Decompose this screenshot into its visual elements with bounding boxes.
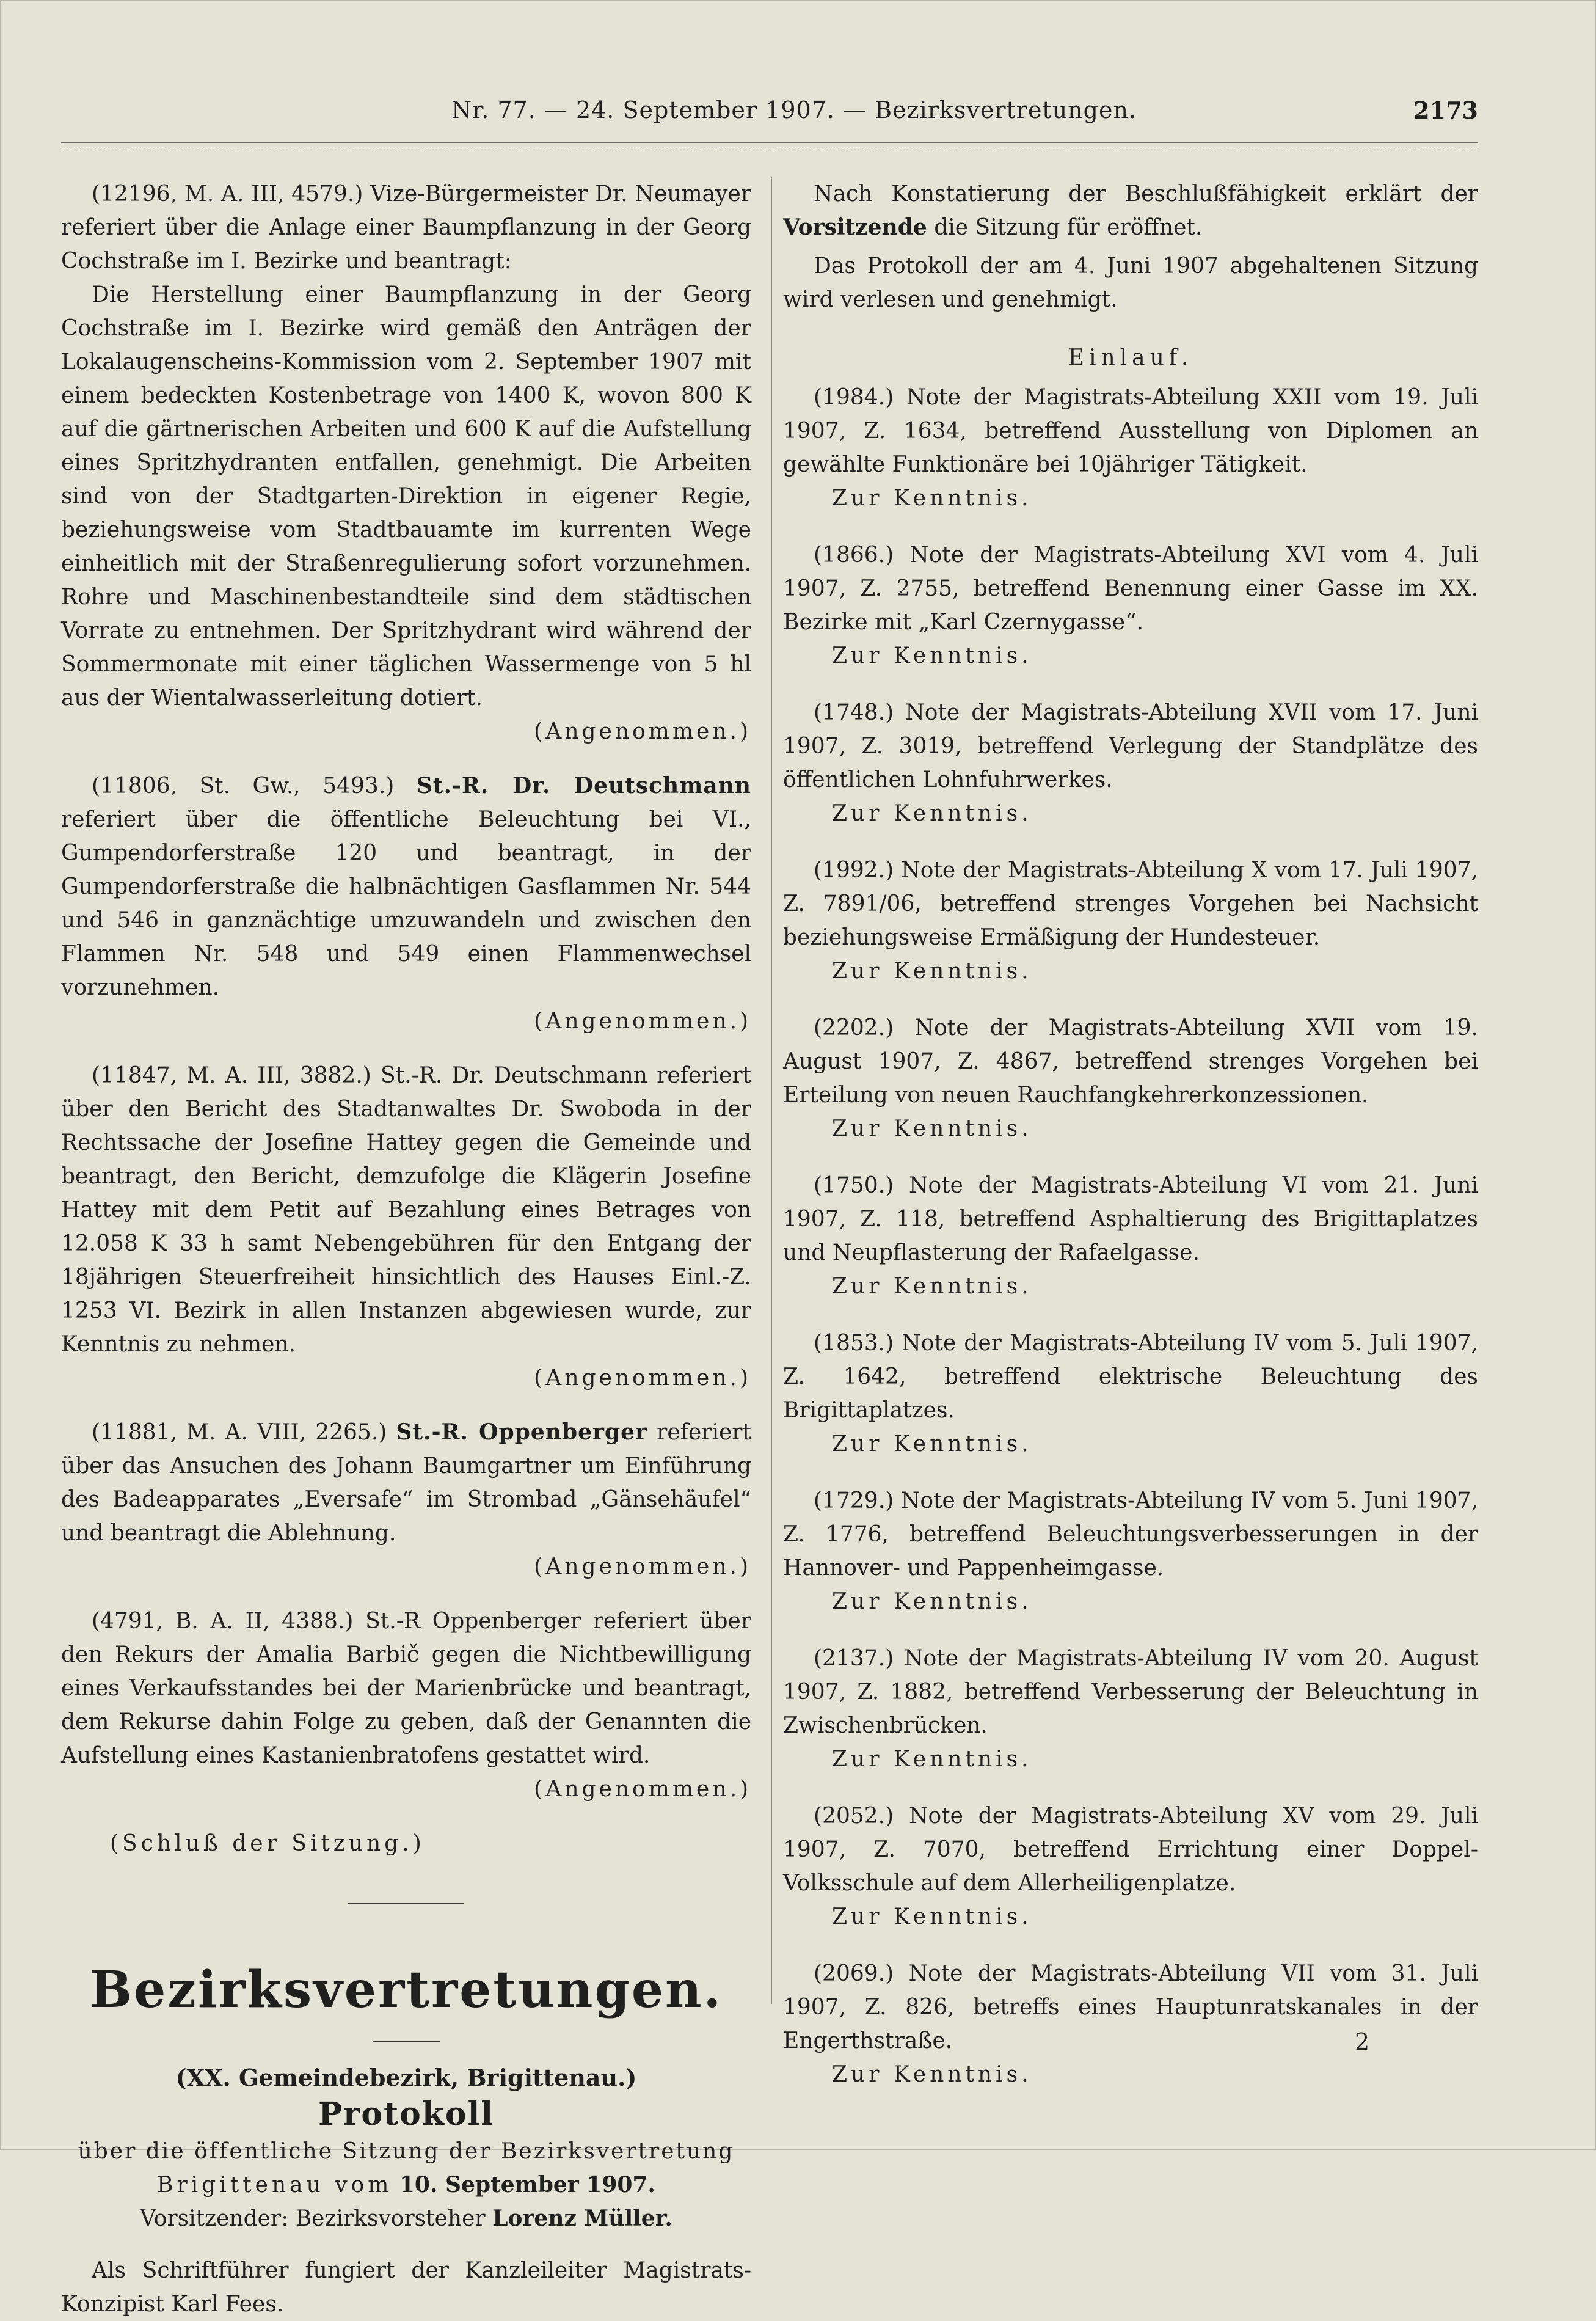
list-item [783,1957,1478,2091]
entry-body: Die Herstellung einer Baumpflanzung in der Georg Cochstraße im I. Bezirke wird gemäß den Anträgen der Lokalaugenscheins-Kommission vom 2. September 1907 mit einem bedeckten Kostenbetrage von 1400 K, wovon 800 K auf die gärtnerischen Arbeiten und 600 K auf die Aufstellung eines Spritzhydranten entfallen, genehmigt. Die Arbeiten sind von der Stadtgarten-Direktion in eigener Regie, beziehungsweise vom Stadtbauamte im kurrenten Wege einheitlich mit der Straßenregulierung sofort vorzunehmen. Rohre und Maschinenbestandteile sind dem städtischen Vorrate zu entnehmen. Der Spritzhydrant wird während der Sommermonate mit einer täglichen Wassermenge von 5 hl aus der Wientalwasserleitung dotiert. [61,282,751,711]
section-rule [348,1903,464,1904]
entry-text: referiert über das Ansuchen des Johann Baumgartner um Einführung des Badeapparates „Eversafe“ im Strombad „Gänsehäufel“ und beantragt die Ablehnung. [61,1420,751,1546]
speaker-name: St.-R. Dr. Deutschmann [416,773,751,799]
item-text: (2052.) Note der Magistrats-Abteilung XV vom 29. Juli 1907, Z. 7070, betreffend Errichtung einer Doppel-Volksschule auf dem Allerheiligenplatze. [783,1804,1478,1896]
item-decision: Zur Kenntnis. [832,1904,1032,1929]
session-line-2 [61,2168,751,2202]
header-rule [61,142,1478,147]
session-date: 10. September 1907. [399,2172,656,2198]
entry-11847 [61,1059,751,1395]
item-text: (1984.) Note der Magistrats-Abteilung XXII vom 19. Juli 1907, Z. 1634, betreffend Ausstellung von Diplomen an gewählte Funktionäre bei 10jähriger Tätigkeit. [783,385,1478,477]
opening-bold: Vorsitzende [783,214,927,240]
item-text: (1748.) Note der Magistrats-Abteilung XVII vom 17. Juni 1907, Z. 3019, betreffend Verlegung der Standplätze des öffentlichen Lohnfuhrwerkes. [783,700,1478,792]
running-title: Nr. 77. — 24. September 1907. — Bezirksvertretungen. [451,97,1137,123]
entry-text: (12196, M. A. III, 4579.) Vize-Bürgermeister Dr. Neumayer referiert über die Anlage einer Baumpflanzung in der Georg Cochstraße im I. Bezirke und beantragt: [61,181,751,274]
session-line-1: über die öffentliche Sitzung der Bezirksvertretung [78,2139,735,2164]
left-column [61,177,751,2321]
entry-text: (11847, M. A. III, 3882.) St.-R. Dr. Deutschmann referiert über den Bericht des Stadtanwaltes Dr. Swoboda in der Rechtssache der Josefine Hattey gegen die Gemeinde und beantragt, den Bericht, demzufolge die Klägerin Josefine Hattey mit dem Petit auf Bezahlung eines Betrages von 12.058 K 33 h samt Nebengebühren für den Entgang der 18jährigen Steuerfreiheit hinsichtlich des Hauses Einl.-Z. 1253 VI. Bezirk in allen Instanzen abgewiesen wurde, zur Kenntnis zu nehmen. [61,1063,751,1357]
list-item [783,1011,1478,1146]
item-decision: Zur Kenntnis. [832,959,1032,984]
item-text: (1866.) Note der Magistrats-Abteilung XVI vom 4. Juli 1907, Z. 2755, betreffend Benennung einer Gasse im XX. Bezirke mit „Karl Czernygasse“. [783,543,1478,635]
item-text: (1992.) Note der Magistrats-Abteilung X vom 17. Juli 1907, Z. 7891/06, betreffend strenges Vorgehen bei Nachsicht beziehungsweise Ermäßigung der Hundesteuer. [783,858,1478,950]
item-text: (2069.) Note der Magistrats-Abteilung VII vom 31. Juli 1907, Z. 826, betreffs eines Hauptunratskanales in der Engerthstraße. [783,1961,1478,2053]
entry-result: (Angenommen.) [534,1554,751,1579]
chair-label: Vorsitzender: Bezirksvorsteher [140,2206,486,2231]
item-text: (1853.) Note der Magistrats-Abteilung IV vom 5. Juli 1907, Z. 1642, betreffend elektrische Beleuchtung des Brigittaplatzes. [783,1331,1478,1423]
minutes-statement: Das Protokoll der am 4. Juni 1907 abgehaltenen Sitzung wird verlesen und genehmigt. [783,254,1478,312]
einlauf-list [783,381,1478,2091]
item-decision: Zur Kenntnis. [832,2062,1032,2087]
session-closing: (Schluß der Sitzung.) [110,1831,425,1856]
entry-prefix: (11806, St. Gw., 5493.) [92,773,395,799]
entry-12196 [61,177,751,748]
list-item [783,1326,1478,1461]
entry-result: (Angenommen.) [534,719,751,744]
session-place: Brigittenau vom [156,2173,393,2198]
item-decision: Zur Kenntnis. [832,1274,1032,1299]
right-column [783,177,1478,2114]
entry-11806 [61,769,751,1038]
page-header [61,97,1478,139]
entry-result: (Angenommen.) [534,1777,751,1802]
list-item [783,1799,1478,1934]
chair-name: Lorenz Müller. [492,2206,672,2231]
entry-text: (4791, B. A. II, 4388.) St.-R Oppenberger referiert über den Rekurs der Amalia Barbič gegen die Nichtbewilligung eines Verkaufsstandes bei der Marienbrücke und beantragt, dem Rekurse dahin Folge zu geben, daß der Genannten die Aufstellung eines Kastanienbratofens gestattet wird. [61,1609,751,1768]
chair-line [61,2202,751,2235]
list-item [783,538,1478,673]
speaker-name: St.-R. Oppenberger [396,1419,648,1445]
entry-text: referiert über die öffentliche Beleuchtung bei VI., Gumpendorferstraße 120 und beantragt, in der Gumpendorferstraße die halbnächtigen Gasflammen Nr. 544 und 546 in ganznächtige umzuwandeln und zwischen den Flammen Nr. 548 und 549 einen Flammenwechsel vorzunehmen. [61,807,751,1000]
item-decision: Zur Kenntnis. [832,643,1032,668]
section-title: Bezirksvertretungen. [89,1961,723,2019]
item-decision: Zur Kenntnis. [832,486,1032,511]
item-decision: Zur Kenntnis. [832,1747,1032,1772]
entry-11881 [61,1416,751,1584]
opening-text-a: Nach Konstatierung der Beschlußfähigkeit erklärt der [814,181,1478,207]
district-heading: (XX. Gemeindebezirk, Brigittenau.) [175,2064,637,2091]
opening-statement [783,177,1478,244]
item-text: (1750.) Note der Magistrats-Abteilung VI vom 21. Juni 1907, Z. 118, betreffend Asphaltierung des Brigittaplatzes und Neupflasterung der Rafaelgasse. [783,1173,1478,1265]
item-decision: Zur Kenntnis. [832,801,1032,826]
list-item [783,1484,1478,1618]
opening-text-b: die Sitzung für eröffnet. [934,215,1203,240]
list-item [783,696,1478,830]
entry-result: (Angenommen.) [534,1365,751,1391]
list-item [783,1642,1478,1776]
page-number: 2173 [1413,97,1478,124]
signature-mark: 2 [1355,2028,1370,2055]
item-decision: Zur Kenntnis. [832,1431,1032,1457]
item-decision: Zur Kenntnis. [832,1116,1032,1141]
column-divider [771,177,772,2004]
entry-4791 [61,1604,751,1806]
title-rule [373,2041,440,2042]
entry-prefix: (11881, M. A. VIII, 2265.) [92,1420,387,1445]
protokoll-heading: Protokoll [318,2096,495,2133]
entry-result: (Angenommen.) [534,1009,751,1034]
secretary-line: Als Schriftführer fungiert der Kanzleileiter Magistrats-Konzipist Karl Fees. [61,2258,751,2317]
einlauf-heading: Einlauf. [1068,345,1193,370]
item-decision: Zur Kenntnis. [832,1589,1032,1614]
list-item [783,381,1478,515]
item-text: (2202.) Note der Magistrats-Abteilung XVII vom 19. August 1907, Z. 4867, betreffend strenges Vorgehen bei Erteilung von neuen Rauchfangkehrerkonzessionen. [783,1015,1478,1108]
list-item [783,853,1478,988]
item-text: (2137.) Note der Magistrats-Abteilung IV vom 20. August 1907, Z. 1882, betreffend Verbesserung der Beleuchtung in Zwischenbrücken. [783,1646,1478,1738]
list-item [783,1169,1478,1303]
item-text: (1729.) Note der Magistrats-Abteilung IV vom 5. Juni 1907, Z. 1776, betreffend Beleuchtungsverbesserungen in der Hannover- und Pappenheimgasse. [783,1488,1478,1581]
